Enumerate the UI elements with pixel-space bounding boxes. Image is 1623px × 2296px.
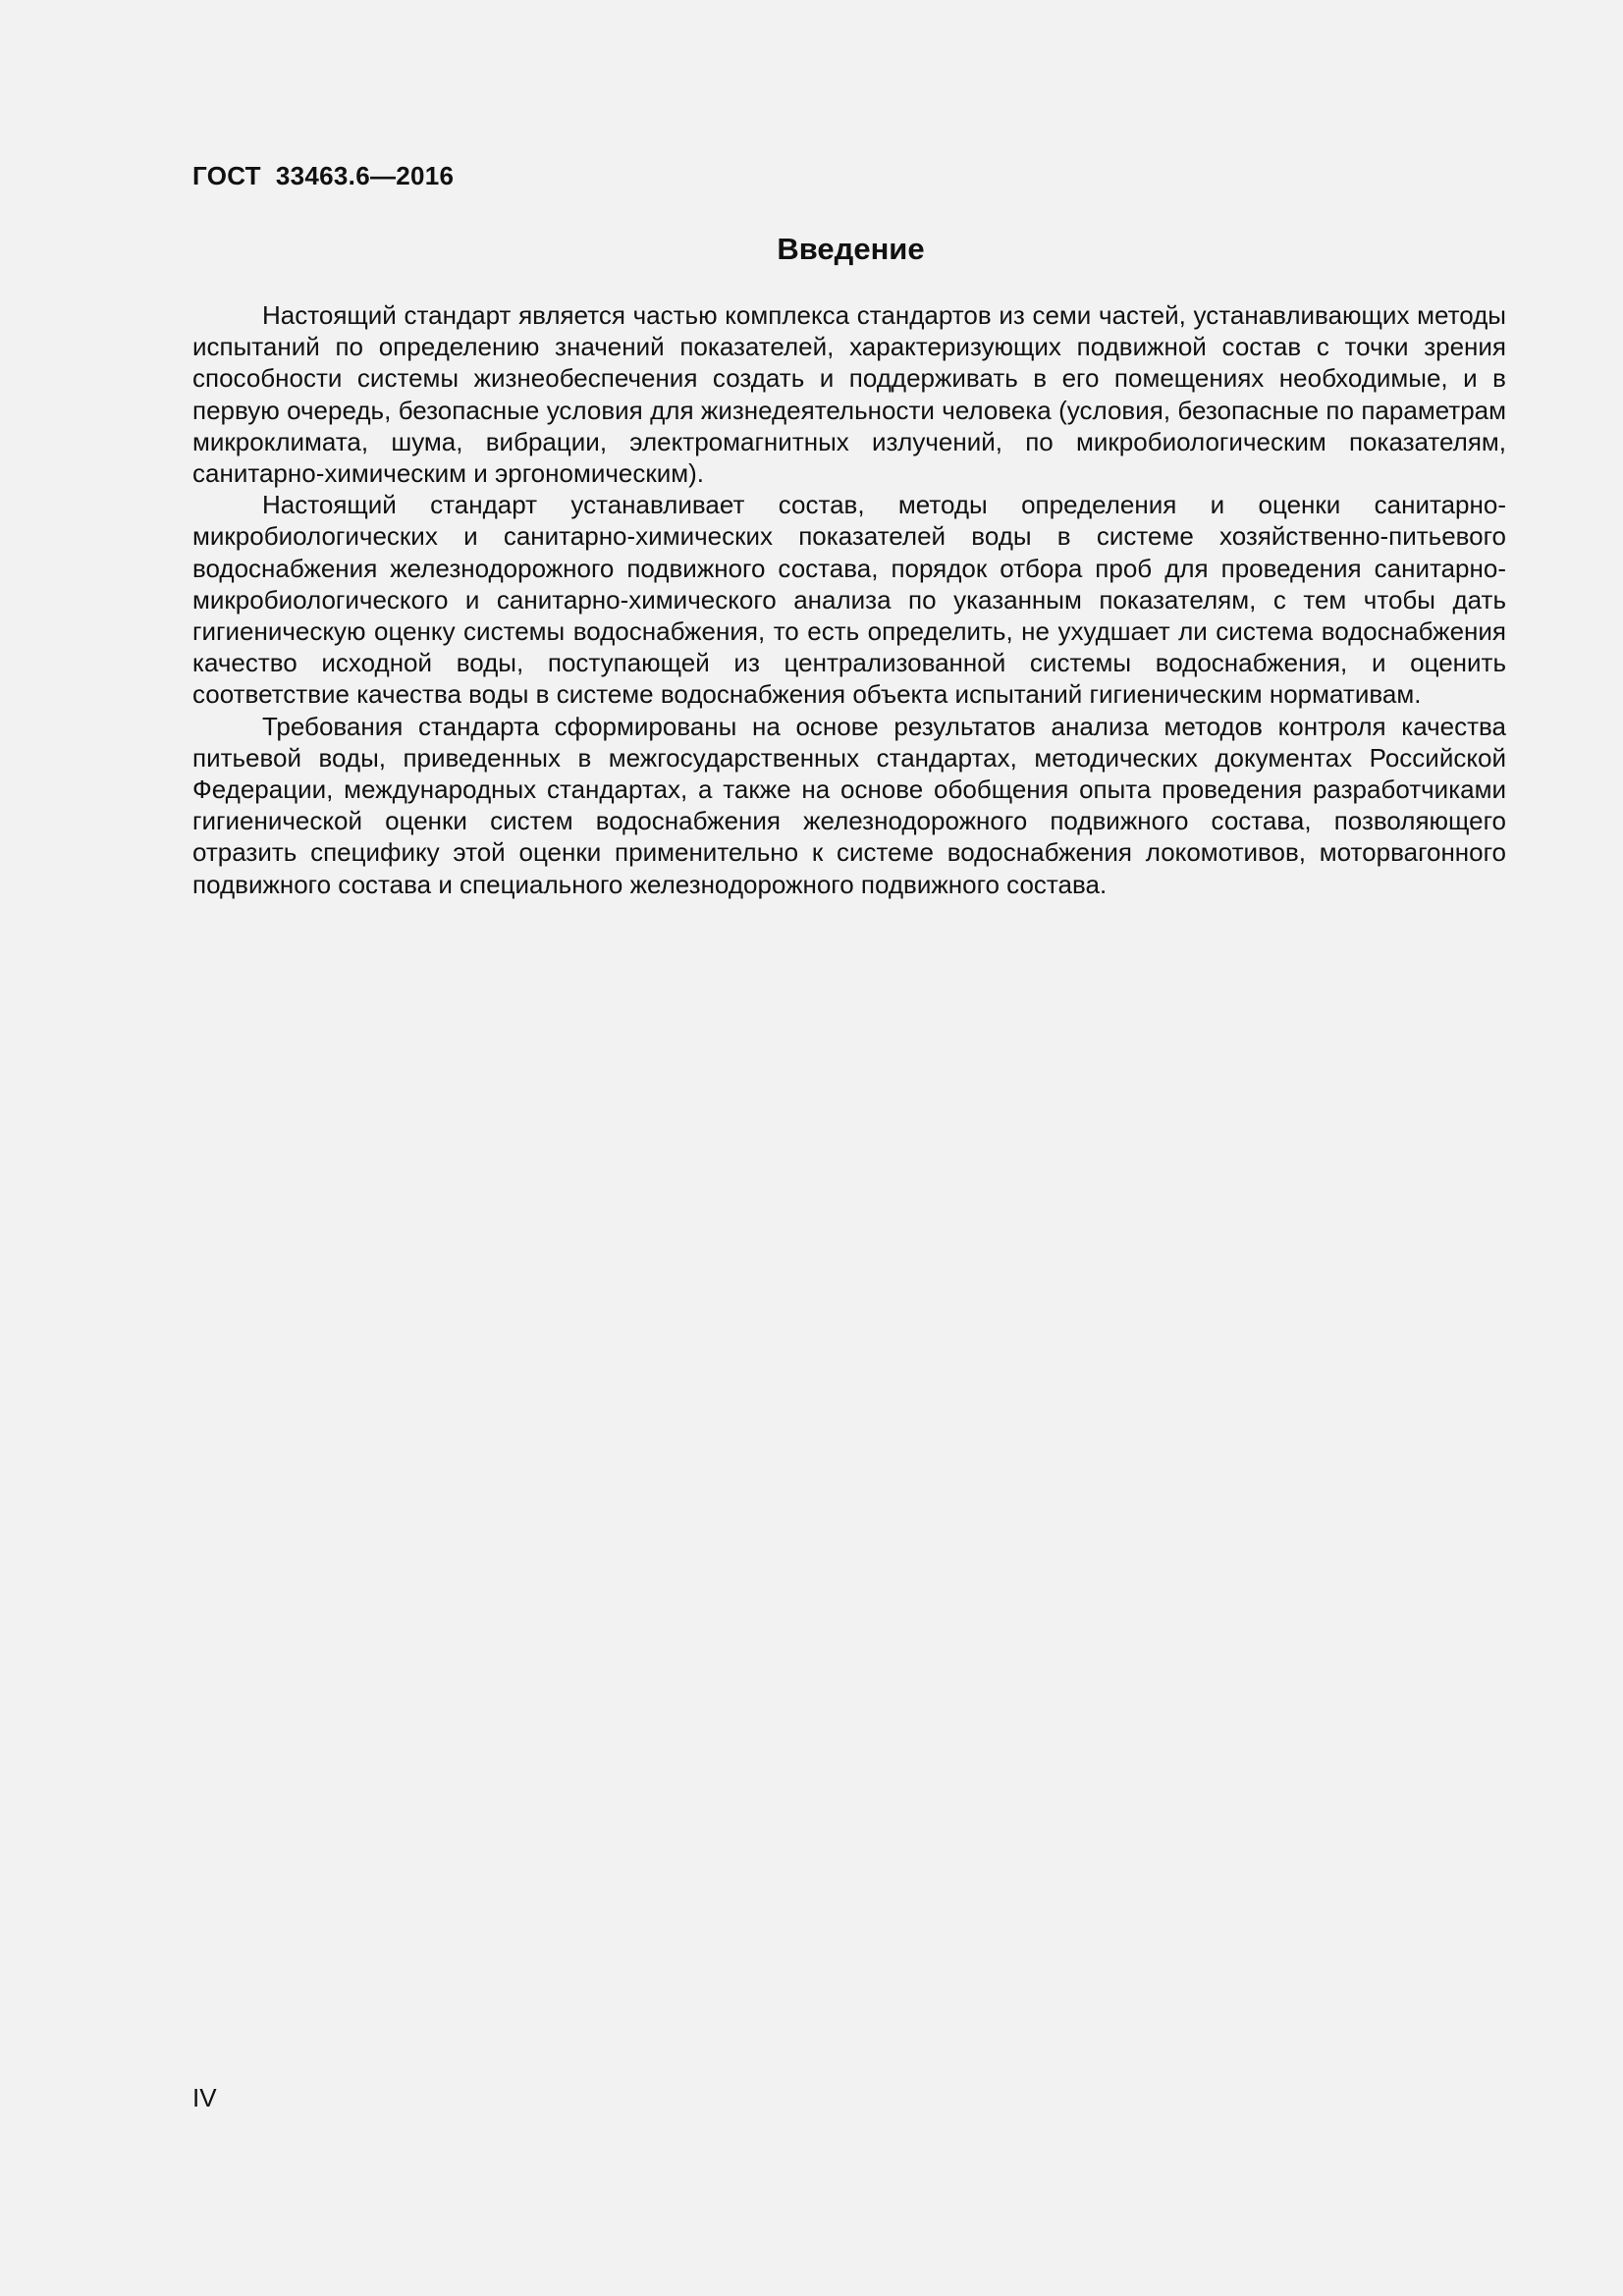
paragraph-1: Настоящий стандарт является частью комплекса стандартов из семи частей, устанавливающих методы испытаний по определению значений показателей, характеризующих подвижной состав с точки зрения способности системы жизнеобеспечения создать и поддерживать в его помещениях необходимые, и в первую очередь, безопасные условия для жизнедеятельности человека (условия, безопасные по параметрам микроклимата, шума, вибрации, электромагнитных излучений, по микробиологическим показателям, санитарно-химическим и эргономическим). — [192, 300, 1506, 489]
section-title: Введение — [777, 232, 925, 266]
paragraph-2: Настоящий стандарт устанавливает состав, методы определения и оценки санитарно-микробиологических и санитарно-химических показателей воды в системе хозяйственно-питьевого водоснабжения железнодорожного подвижного состава, порядок отбора проб для проведения санитарно-микробиологического и санитарно-химического анализа по указанным показателям, с тем чтобы дать гигиеническую оценку системы водоснабжения, то есть определить, не ухудшает ли система водоснабжения качество исходной воды, поступающей из централизованной системы водоснабжения, и оценить соответствие качества воды в системе водоснабжения объекта испытаний гигиеническим нормативам. — [192, 490, 1506, 710]
paragraph-3: Требования стандарта сформированы на основе результатов анализа методов контроля качества питьевой воды, приведенных в межгосударственных стандартах, методических документах Российской Федерации, международных стандартах, а также на основе обобщения опыта проведения разработчиками гигиенической оценки систем водоснабжения железнодорожного подвижного состава, позволяющего отразить специфику этой оценки применительно к системе водоснабжения локомотивов, моторвагонного подвижного состава и специального железнодорожного подвижного состава. — [192, 711, 1506, 899]
standard-code-header: ГОСТ 33463.6—2016 — [192, 161, 455, 190]
page-number: IV — [192, 2083, 217, 2112]
body-text — [192, 299, 1506, 900]
